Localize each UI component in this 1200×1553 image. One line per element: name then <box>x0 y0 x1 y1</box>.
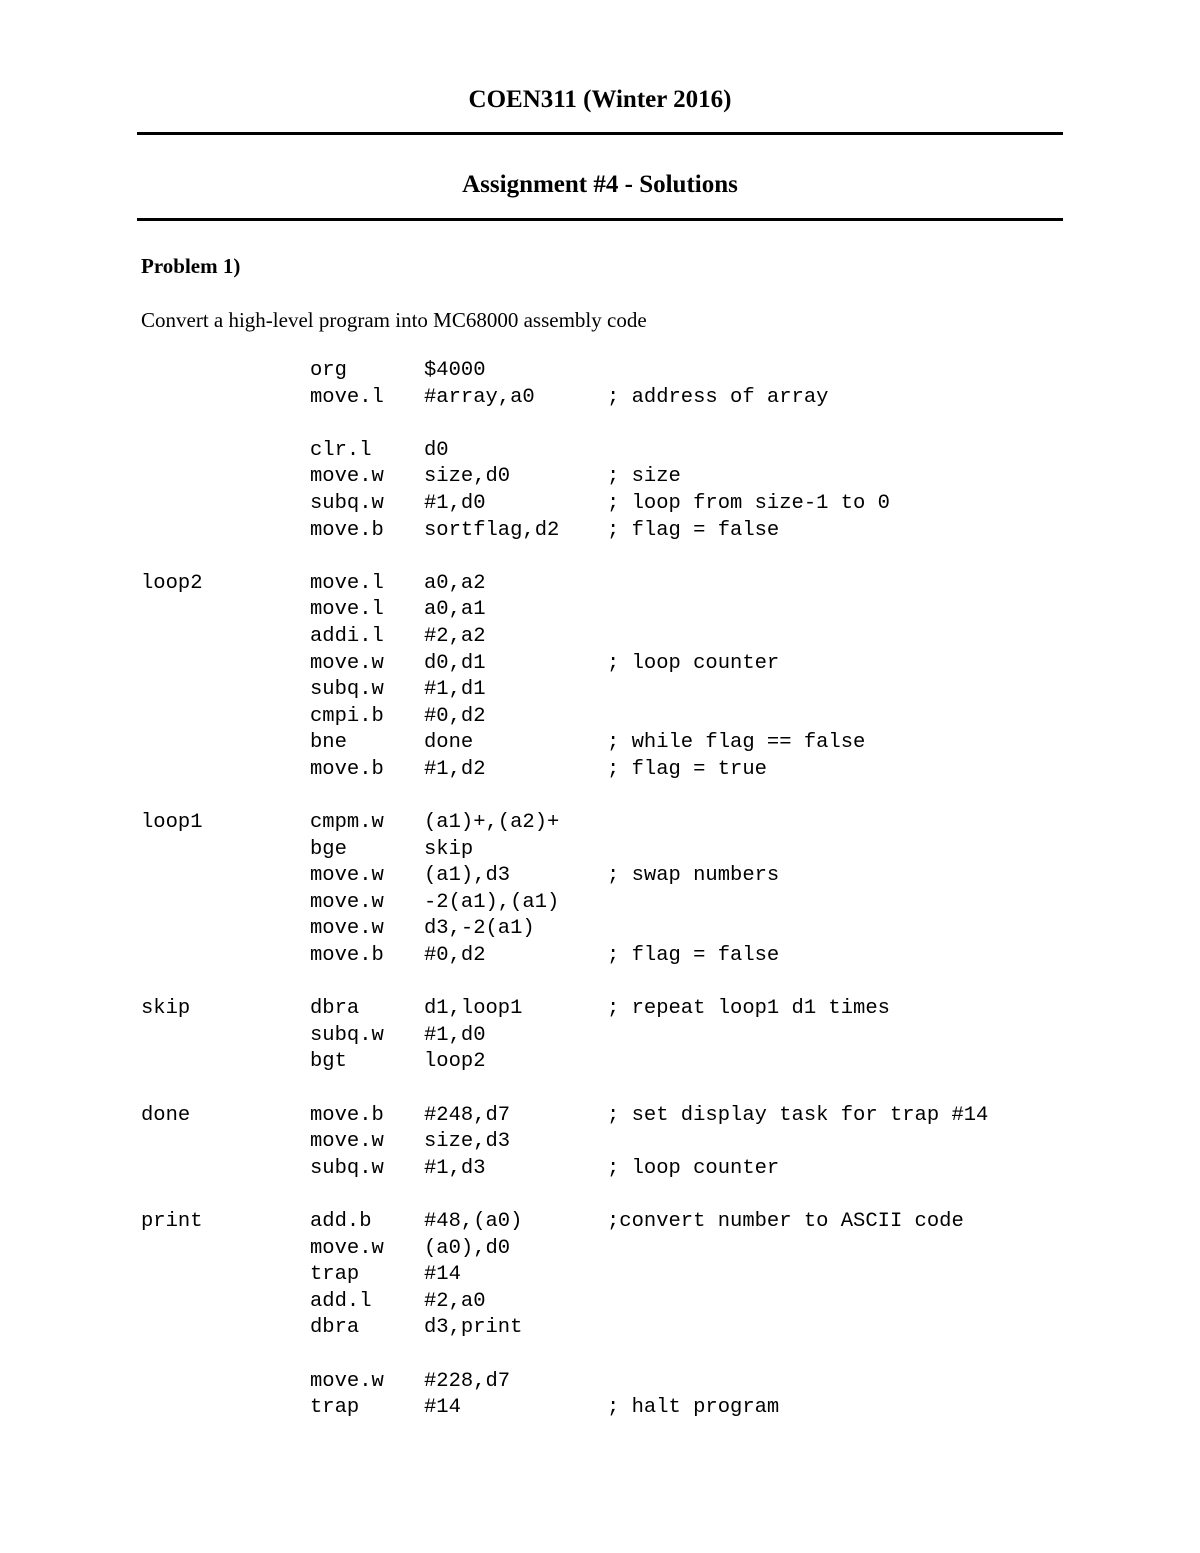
code-line <box>0 1209 1200 1236</box>
code-operands: d3,-2(a1) <box>424 917 535 941</box>
code-opcode: move.w <box>310 1236 384 1260</box>
assembly-code-listing <box>0 358 1200 1422</box>
code-opcode: move.b <box>310 518 384 542</box>
code-operands: (a1)+,(a2)+ <box>424 811 560 835</box>
code-opcode: subq.w <box>310 678 384 702</box>
problem-heading: Problem 1) <box>141 254 241 278</box>
code-label: done <box>141 1103 191 1127</box>
code-line <box>0 491 1200 518</box>
code-operands: #14 <box>424 1396 461 1420</box>
code-line <box>0 1289 1200 1316</box>
assignment-title: Assignment #4 - Solutions <box>462 171 738 198</box>
code-operands: #1,d2 <box>424 757 486 781</box>
code-operands: #248,d7 <box>424 1103 511 1127</box>
code-comment: ; set display task for trap #14 <box>607 1103 989 1127</box>
code-opcode: move.w <box>310 917 384 941</box>
code-operands: a0,a1 <box>424 598 486 622</box>
code-label: loop1 <box>141 811 203 835</box>
code-opcode: move.b <box>310 757 384 781</box>
code-operands: #1,d0 <box>424 491 486 515</box>
code-comment: ;convert number to ASCII code <box>607 1210 964 1233</box>
code-comment: ; flag = false <box>607 944 780 968</box>
code-opcode: bne <box>310 731 347 755</box>
code-operands: d1,loop1 <box>424 997 523 1021</box>
code-line <box>0 438 1200 465</box>
problem-description: Convert a high-level program into MC68000 assembly code <box>141 308 647 332</box>
code-line <box>0 810 1200 837</box>
code-blank-line <box>0 1182 1200 1209</box>
code-line <box>0 1103 1200 1130</box>
code-operands: #0,d2 <box>424 704 486 728</box>
code-opcode: dbra <box>310 1316 360 1340</box>
code-label: skip <box>141 997 191 1021</box>
code-operands: #1,d0 <box>424 1023 486 1047</box>
code-opcode: cmpi.b <box>310 704 384 728</box>
code-line <box>0 1369 1200 1396</box>
code-line <box>0 518 1200 545</box>
code-operands: done <box>424 731 474 755</box>
code-operands: loop2 <box>424 1050 486 1074</box>
code-label: loop2 <box>141 571 203 595</box>
code-operands: skip <box>424 837 474 861</box>
code-blank-line <box>0 411 1200 438</box>
code-line <box>0 890 1200 917</box>
code-opcode: subq.w <box>310 1023 384 1047</box>
code-opcode: subq.w <box>310 1156 384 1180</box>
code-opcode: dbra <box>310 997 360 1021</box>
code-line <box>0 916 1200 943</box>
code-opcode: org <box>310 359 347 382</box>
code-comment: ; flag = true <box>607 757 767 781</box>
code-opcode: move.l <box>310 598 384 622</box>
code-opcode: move.w <box>310 890 384 914</box>
code-opcode: trap <box>310 1263 360 1287</box>
code-operands: a0,a2 <box>424 571 486 595</box>
code-comment: ; loop counter <box>607 1156 780 1180</box>
code-opcode: move.w <box>310 465 384 489</box>
code-comment: ; flag = false <box>607 518 780 542</box>
code-operands: (a1),d3 <box>424 864 511 888</box>
code-operands: #1,d1 <box>424 678 486 702</box>
code-blank-line <box>0 784 1200 811</box>
code-line <box>0 863 1200 890</box>
code-operands: #14 <box>424 1263 461 1287</box>
code-line <box>0 704 1200 731</box>
code-opcode: add.l <box>310 1289 372 1313</box>
code-line <box>0 1262 1200 1289</box>
code-line <box>0 837 1200 864</box>
code-opcode: cmpm.w <box>310 811 384 835</box>
code-opcode: move.w <box>310 651 384 675</box>
code-opcode: bge <box>310 837 347 861</box>
code-operands: #48,(a0) <box>424 1210 523 1233</box>
code-opcode: move.b <box>310 944 384 968</box>
code-line <box>0 624 1200 651</box>
course-title: COEN311 (Winter 2016) <box>468 86 732 113</box>
code-line <box>0 943 1200 970</box>
code-comment: ; loop from size-1 to 0 <box>607 491 890 515</box>
code-line <box>0 1023 1200 1050</box>
code-line <box>0 730 1200 757</box>
code-comment: ; size <box>607 465 681 489</box>
code-operands: #array,a0 <box>424 385 535 409</box>
code-opcode: move.w <box>310 1369 384 1393</box>
code-comment: ; while flag == false <box>607 731 866 755</box>
code-line <box>0 1156 1200 1183</box>
code-blank-line <box>0 1342 1200 1369</box>
code-line <box>0 1236 1200 1263</box>
code-opcode: bgt <box>310 1050 347 1074</box>
code-line <box>0 1315 1200 1342</box>
code-operands: size,d0 <box>424 465 511 489</box>
code-opcode: move.l <box>310 385 384 409</box>
code-operands: d0,d1 <box>424 651 486 675</box>
code-operands: -2(a1),(a1) <box>424 890 560 914</box>
code-operands: d3,print <box>424 1316 523 1340</box>
code-opcode: move.w <box>310 864 384 888</box>
code-line <box>0 385 1200 412</box>
code-opcode: trap <box>310 1396 360 1420</box>
code-operands: size,d3 <box>424 1130 511 1154</box>
code-operands: #2,a2 <box>424 624 486 648</box>
code-opcode: addi.l <box>310 624 384 648</box>
code-line <box>0 464 1200 491</box>
title-divider-top <box>137 132 1063 135</box>
code-line <box>0 1049 1200 1076</box>
code-label: print <box>141 1210 203 1233</box>
code-opcode: move.l <box>310 571 384 595</box>
code-opcode: subq.w <box>310 491 384 515</box>
code-opcode: move.w <box>310 1130 384 1154</box>
code-comment: ; swap numbers <box>607 864 780 888</box>
code-opcode: add.b <box>310 1210 372 1233</box>
code-operands: #0,d2 <box>424 944 486 968</box>
code-line <box>0 651 1200 678</box>
code-operands: (a0),d0 <box>424 1236 511 1260</box>
code-line <box>0 571 1200 598</box>
code-blank-line <box>0 544 1200 571</box>
code-opcode: move.b <box>310 1103 384 1127</box>
code-line <box>0 358 1200 385</box>
code-operands: #228,d7 <box>424 1369 511 1393</box>
code-line <box>0 677 1200 704</box>
code-blank-line <box>0 970 1200 997</box>
code-comment: ; repeat loop1 d1 times <box>607 997 890 1021</box>
code-comment: ; loop counter <box>607 651 780 675</box>
code-comment: ; address of array <box>607 385 829 409</box>
code-operands: #1,d3 <box>424 1156 486 1180</box>
code-blank-line <box>0 1076 1200 1103</box>
code-operands: $4000 <box>424 359 486 382</box>
code-line <box>0 1395 1200 1422</box>
title-divider-bottom <box>137 218 1063 221</box>
code-line <box>0 1129 1200 1156</box>
code-operands: sortflag,d2 <box>424 518 560 542</box>
code-line <box>0 757 1200 784</box>
code-operands: #2,a0 <box>424 1289 486 1313</box>
code-line <box>0 996 1200 1023</box>
code-comment: ; halt program <box>607 1396 780 1420</box>
code-line <box>0 597 1200 624</box>
code-opcode: clr.l <box>310 438 372 462</box>
code-operands: d0 <box>424 438 449 462</box>
